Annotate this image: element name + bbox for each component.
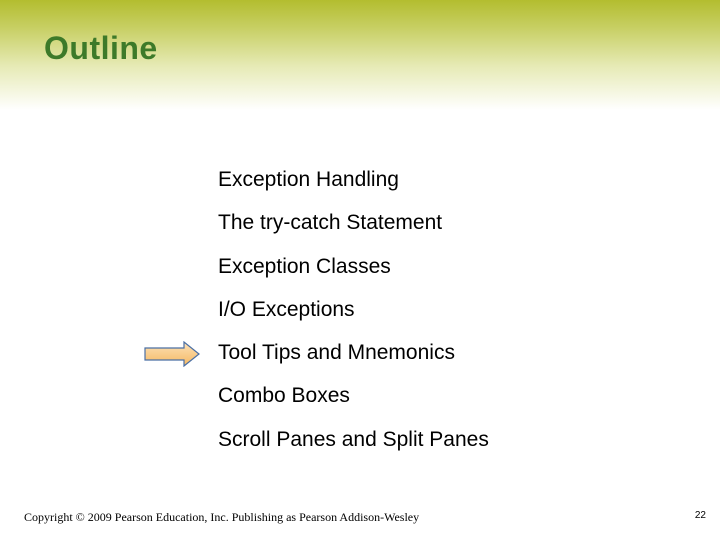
outline-item-try-catch: The try-catch Statement	[218, 211, 443, 235]
outline-item-tool-tips: Tool Tips and Mnemonics	[218, 341, 455, 365]
outline-item-scroll-split-panes: Scroll Panes and Split Panes	[218, 427, 489, 451]
outline-list	[218, 164, 489, 467]
outline-item-io-exceptions: I/O Exceptions	[218, 297, 355, 321]
right-arrow-icon	[144, 341, 200, 367]
outline-item-combo-boxes: Combo Boxes	[218, 384, 350, 408]
page-number: 22	[694, 510, 706, 521]
footer-copyright: Copyright © 2009 Pearson Education, Inc. Publishing as Pearson Addison-Wesley	[24, 510, 420, 524]
outline-item-exception-handling: Exception Handling	[218, 168, 399, 191]
outline-item-exception-classes: Exception Classes	[218, 254, 391, 278]
slide-title: Outline	[44, 30, 158, 66]
